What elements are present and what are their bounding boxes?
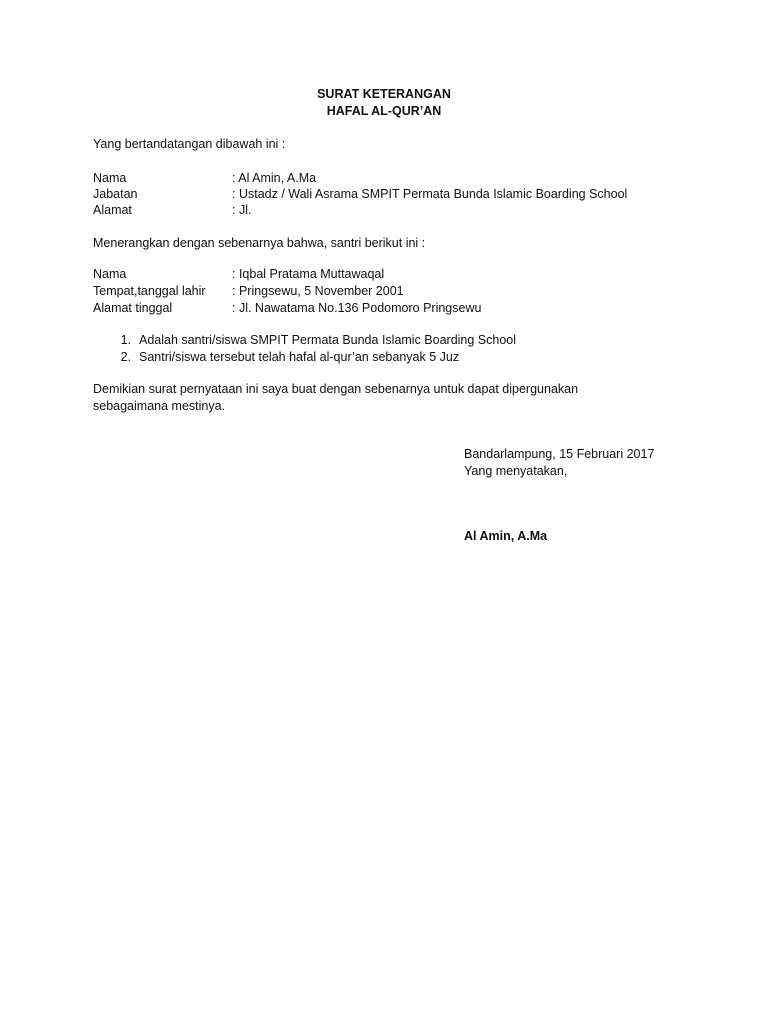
signer-name-label: Nama <box>93 171 127 185</box>
student-row-address <box>93 300 693 317</box>
student-address-value: : Jl. Nawatama No.136 Podomoro Pringsewu <box>232 301 482 315</box>
signer-position-value: : Ustadz / Wali Asrama SMPIT Permata Bunda Islamic Boarding School <box>232 187 628 201</box>
points-list <box>93 332 516 366</box>
statement-text: Menerangkan dengan sebenarnya bahwa, santri berikut ini : <box>93 236 426 250</box>
closing-paragraph <box>93 381 633 415</box>
signature-declarant: Yang menyatakan, <box>464 464 568 478</box>
student-row-name <box>93 266 693 283</box>
student-address-label: Alamat tinggal <box>93 301 173 315</box>
signer-row-address <box>93 202 693 219</box>
document-title <box>0 86 768 120</box>
signer-row-position <box>93 186 693 203</box>
title-line-1: SURAT KETERANGAN <box>317 87 451 101</box>
student-name-label: Nama <box>93 267 127 281</box>
signer-position-label: Jabatan <box>93 187 138 201</box>
student-birth-value: : Pringsewu, 5 November 2001 <box>232 284 404 298</box>
list-item-number: 1. <box>120 333 131 347</box>
list-item-text: Adalah santri/siswa SMPIT Permata Bunda Islamic Boarding School <box>139 333 517 347</box>
closing-line-2: sebagaimana mestinya. <box>93 399 226 413</box>
intro-text: Yang bertandatangan dibawah ini : <box>93 137 286 151</box>
student-birth-label: Tempat,tanggal lahir <box>93 284 206 298</box>
signature-name: Al Amin, A.Ma <box>464 529 548 543</box>
signer-address-label: Alamat <box>93 203 132 217</box>
list-item <box>93 349 516 366</box>
list-item-text: Santri/siswa tersebut telah hafal al-qur’an sebanyak 5 Juz <box>139 350 460 364</box>
title-line-2: HAFAL AL-QUR’AN <box>326 104 442 118</box>
list-item-number: 2. <box>120 350 131 364</box>
list-item <box>93 332 516 349</box>
signature-place-date: Bandarlampung, 15 Februari 2017 <box>464 447 655 461</box>
student-row-birth <box>93 283 693 300</box>
signer-row-name <box>93 170 693 187</box>
student-name-value: : Iqbal Pratama Muttawaqal <box>232 267 385 281</box>
closing-line-1: Demikian surat pernyataan ini saya buat dengan sebenarnya untuk dapat dipergunakan <box>93 382 579 396</box>
signer-name-value: : Al Amin, A.Ma <box>232 171 317 185</box>
signer-address-value: : Jl. <box>232 203 252 217</box>
